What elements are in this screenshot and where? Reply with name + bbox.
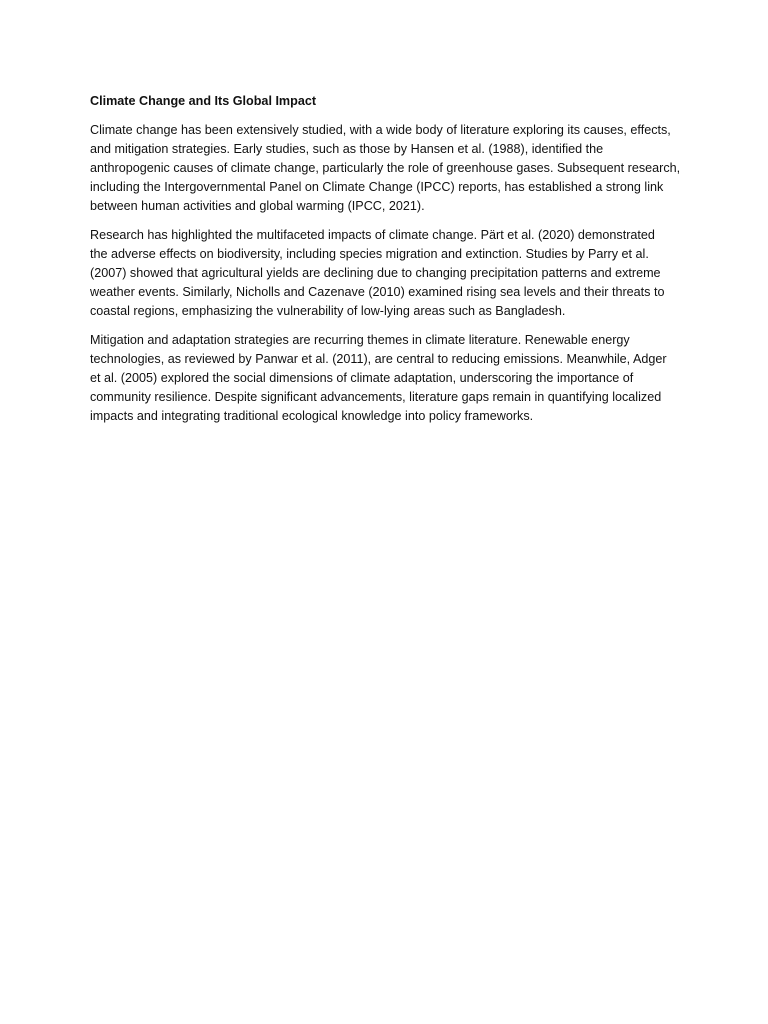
paragraph-line: Mitigation and adaptation strategies are recurring themes in climate literature. Renewable energy <box>90 333 630 347</box>
paragraph-line: coastal regions, emphasizing the vulnerability of low-lying areas such as Bangladesh. <box>90 304 566 318</box>
paragraph-line: impacts and integrating traditional ecological knowledge into policy frameworks. <box>90 409 534 423</box>
paragraph-line: between human activities and global warming (IPCC, 2021). <box>90 199 425 213</box>
paragraph-line: Climate change has been extensively studied, with a wide body of literature exploring its causes, effects, <box>90 123 671 137</box>
paragraph-line: et al. (2005) explored the social dimensions of climate adaptation, underscoring the importance of <box>90 371 634 385</box>
paragraph-line: the adverse effects on biodiversity, including species migration and extinction. Studies by Parry et al. <box>90 247 649 261</box>
paragraph-line: weather events. Similarly, Nicholls and Cazenave (2010) examined rising sea levels and their threats to <box>90 285 665 299</box>
paragraph-causes <box>90 121 682 216</box>
paragraph-impacts <box>90 226 682 321</box>
document-body <box>90 92 682 436</box>
paragraph-line: (2007) showed that agricultural yields are declining due to changing precipitation patterns and extreme <box>90 266 661 280</box>
document-heading: Climate Change and Its Global Impact <box>90 94 317 108</box>
paragraph-line: community resilience. Despite significant advancements, literature gaps remain in quantifying localized <box>90 390 662 404</box>
paragraph-line: technologies, as reviewed by Panwar et al. (2011), are central to reducing emissions. Meanwhile, Adger <box>90 352 667 366</box>
paragraph-mitigation <box>90 331 682 426</box>
paragraph-line: and mitigation strategies. Early studies, such as those by Hansen et al. (1988), identified the <box>90 142 604 156</box>
paragraph-line: anthropogenic causes of climate change, particularly the role of greenhouse gases. Subsequent research, <box>90 161 681 175</box>
paragraph-line: Research has highlighted the multifaceted impacts of climate change. Pärt et al. (2020) demonstrated <box>90 228 655 242</box>
paragraph-line: including the Intergovernmental Panel on Climate Change (IPCC) reports, has established a strong link <box>90 180 664 194</box>
